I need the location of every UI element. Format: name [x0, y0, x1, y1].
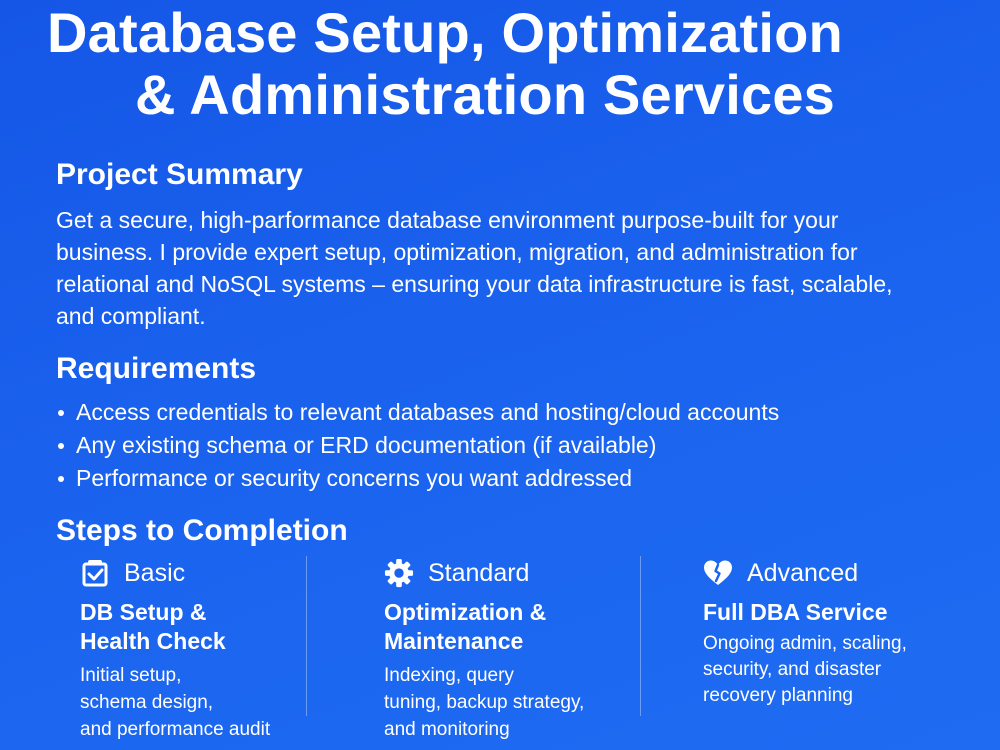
gear-icon: [384, 558, 414, 588]
step-column-header: [703, 556, 963, 590]
step-title-line: DB Setup &: [80, 599, 207, 625]
step-column-advanced: [703, 556, 963, 709]
page-title-line-1: Database Setup, Optimization: [47, 1, 843, 64]
page-title-line-2: & Administration Services: [134, 63, 836, 126]
step-title-line: Optimization &: [384, 599, 547, 625]
step-desc-line: and performance audit: [80, 719, 271, 740]
step-column-label: Basic: [124, 558, 186, 587]
steps-to-completion-heading: Steps to Completion: [56, 514, 348, 547]
step-desc-line: recovery planning: [703, 685, 853, 706]
step-title-line: Maintenance: [384, 628, 524, 654]
step-column-label: Advanced: [747, 558, 859, 587]
column-divider: [640, 556, 641, 716]
requirements-list: [56, 396, 779, 495]
column-divider: [306, 556, 307, 716]
requirement-item: Access credentials to relevant databases and hosting/cloud accounts: [56, 396, 779, 429]
step-desc-line: and monitoring: [384, 719, 510, 740]
step-column-header: [384, 556, 624, 590]
step-column-standard: [384, 556, 624, 743]
step-column-description: [384, 662, 624, 743]
page-title: [0, 2, 890, 126]
step-column-title: [384, 598, 624, 656]
clipboard-check-icon: [80, 558, 110, 588]
step-desc-line: security, and disaster: [703, 659, 882, 680]
step-column-header: [80, 556, 300, 590]
step-column-description: [703, 631, 963, 709]
step-column-title: [703, 598, 963, 627]
step-column-description: [80, 662, 300, 743]
step-desc-line: Indexing, query: [384, 665, 514, 686]
step-desc-line: Ongoing admin, scaling,: [703, 633, 907, 654]
requirement-item: Any existing schema or ERD documentation (if available): [56, 429, 779, 462]
step-column-title: [80, 598, 300, 656]
project-summary-heading: Project Summary: [56, 158, 303, 191]
step-desc-line: Initial setup,: [80, 665, 182, 686]
step-desc-line: schema design,: [80, 692, 214, 713]
requirement-item: Performance or security concerns you want addressed: [56, 462, 779, 495]
step-title-line: Full DBA Service: [703, 599, 888, 625]
heart-icon: [703, 558, 733, 588]
project-summary-text: Get a secure, high-parformance database environment purpose-built for your business. I provide expert setup, optimization, migration, and administration for relational and NoSQL systems – ensuring your data infrastructure is fast, scalable, and compliant.: [56, 207, 893, 329]
step-column-basic: [80, 556, 300, 743]
step-title-line: Health Check: [80, 628, 226, 654]
requirements-heading: Requirements: [56, 352, 257, 385]
step-column-label: Standard: [428, 558, 530, 587]
step-desc-line: tuning, backup strategy,: [384, 692, 585, 713]
